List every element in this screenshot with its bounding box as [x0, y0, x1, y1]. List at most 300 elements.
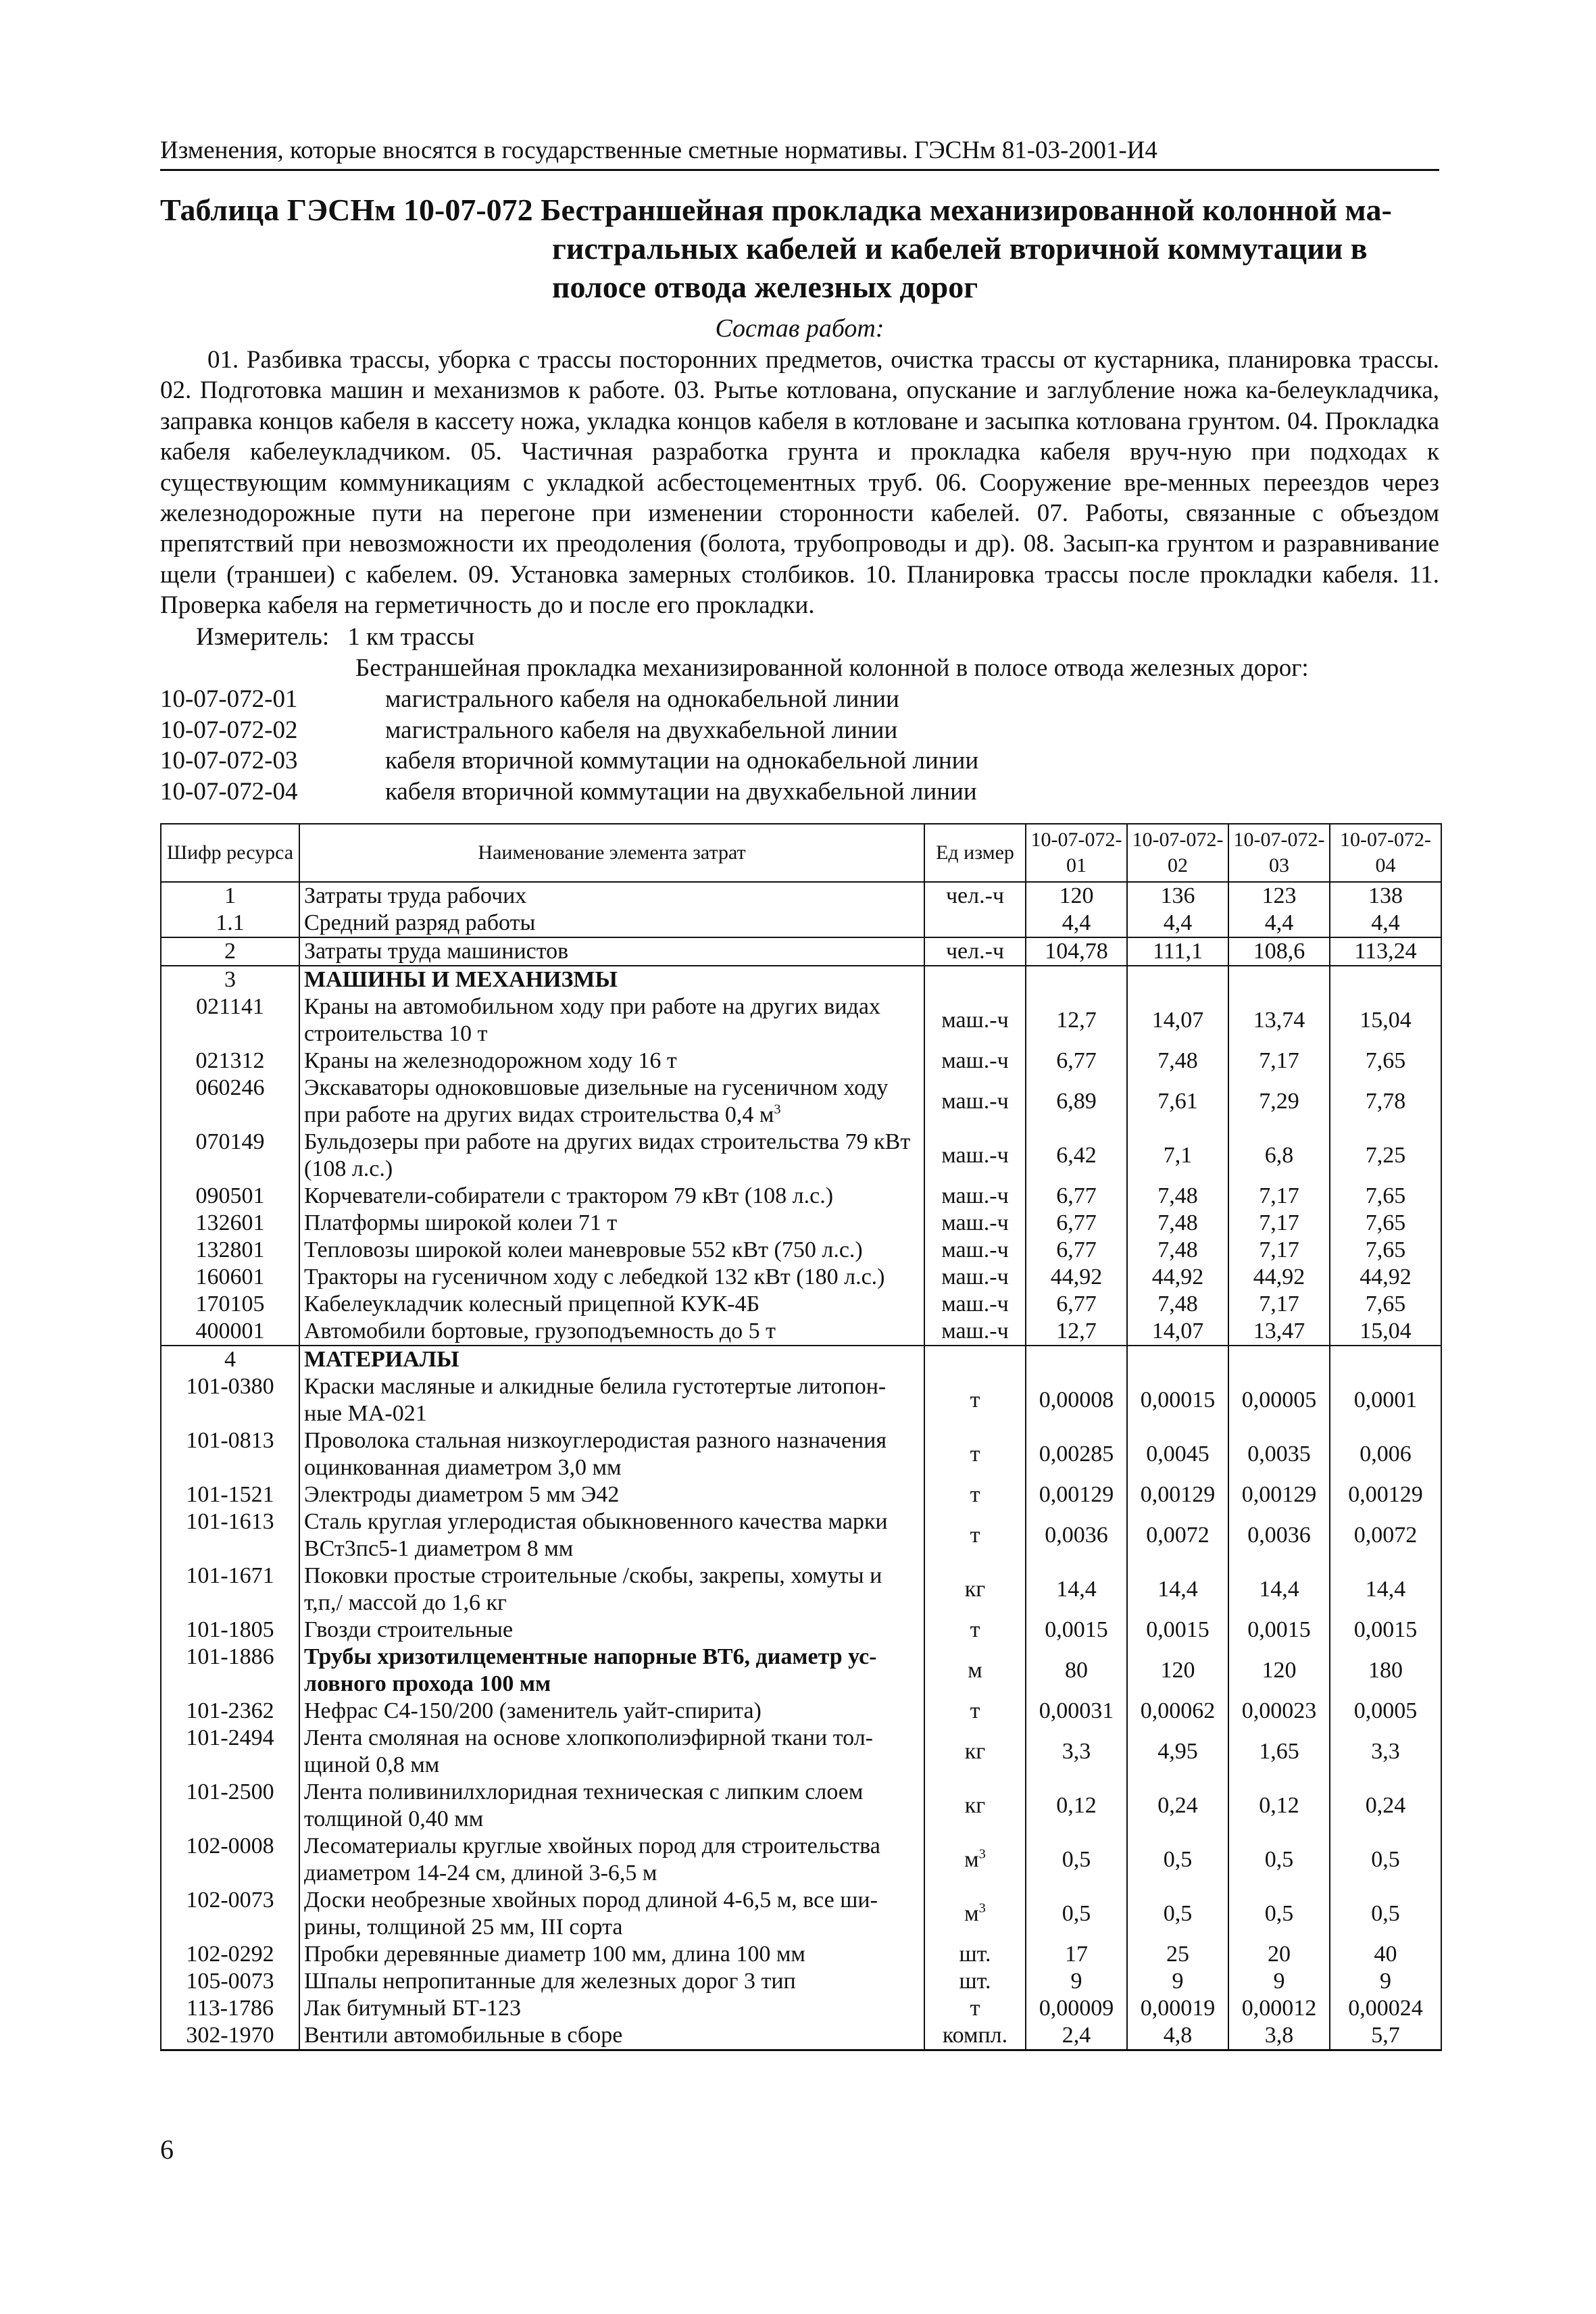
value-col-3: [1228, 966, 1330, 993]
table-row: [161, 1644, 1441, 1698]
resource-unit: [924, 1508, 1026, 1562]
resource-unit: [924, 1698, 1026, 1725]
value-col-1: 6,77: [1026, 1048, 1127, 1075]
value-col-3: 20: [1228, 1941, 1330, 1968]
value-col-3: 7,17: [1228, 1291, 1330, 1318]
value-col-3: 9: [1228, 1968, 1330, 1995]
resource-code: 101-0380: [161, 1373, 299, 1427]
code-row: [160, 745, 978, 777]
value-col-1: 6,77: [1026, 1183, 1127, 1210]
value-col-3: 3,8: [1228, 2022, 1330, 2050]
value-col-4: 44,92: [1330, 1264, 1441, 1291]
resource-name-text: Вентили автомобильные в сборе: [304, 2023, 623, 2048]
resource-code: 113-1786: [161, 1995, 299, 2022]
table-row: [161, 1508, 1441, 1562]
value-col-1: 0,00008: [1026, 1373, 1127, 1427]
resource-name: [299, 1644, 924, 1698]
value-col-1: 6,89: [1026, 1075, 1127, 1129]
resource-name-text: Нефрас С4-150/200 (заменитель уайт-спирита): [304, 1698, 762, 1723]
value-col-4: 138: [1330, 882, 1441, 910]
table-row: [161, 1833, 1441, 1887]
resource-unit: [924, 910, 1026, 937]
value-col-4: 0,24: [1330, 1779, 1441, 1833]
value-col-2: 14,07: [1127, 993, 1228, 1048]
value-col-2: 7,48: [1127, 1048, 1228, 1075]
running-header: Изменения, которые вносятся в государственные сметные нормативы. ГЭСНм 81-03-2001-И4: [160, 134, 1439, 171]
resource-unit: [924, 966, 1026, 993]
resource-name: [299, 910, 924, 937]
resource-code: 101-1671: [161, 1562, 299, 1617]
code-text: кабеля вторичной коммутации на однокабельной линии: [385, 747, 979, 775]
table-row: [161, 1995, 1441, 2022]
value-col-1: 120: [1026, 882, 1127, 910]
value-col-3: 0,00005: [1228, 1373, 1330, 1427]
resource-name-text: Лента смоляная на основе хлопкополиэфирной ткани тол-щиной 0,8 мм: [304, 1725, 873, 1777]
value-col-2: 14,07: [1127, 1318, 1228, 1346]
resource-name-text: Средний разряд работы: [304, 910, 536, 935]
table-row: [161, 1481, 1441, 1508]
title-line-1: Таблица ГЭСНм 10-07-072 Бестраншейная прокладка механизированной колонной ма-: [160, 193, 1392, 227]
table-row: [161, 1968, 1441, 1995]
value-col-4: 0,0001: [1330, 1373, 1441, 1427]
superscript: 3: [774, 1102, 781, 1117]
resource-name: [299, 1968, 924, 1995]
unit-text: м: [964, 1901, 979, 1926]
resource-name-text: Лесоматериалы круглые хвойных пород для строительства диаметром 14-24 см, длиной 3-6,5 м: [304, 1833, 880, 1886]
resource-name-text: Тепловозы широкой колеи маневровые 552 кВт (750 л.с.): [304, 1237, 863, 1262]
resource-unit: [924, 1346, 1026, 1373]
value-col-4: 0,0005: [1330, 1698, 1441, 1725]
table-row: [161, 1373, 1441, 1427]
resource-unit: [924, 882, 1026, 910]
value-col-4: 7,65: [1330, 1048, 1441, 1075]
resource-name-text: Доски необрезные хвойных пород длиной 4-6,5 м, все ши-рины, толщиной 25 мм, III сорта: [304, 1888, 878, 1940]
resource-name: [299, 1941, 924, 1968]
resource-name: [299, 1725, 924, 1779]
code-id: 10-07-072-02: [160, 716, 298, 744]
resource-name: [299, 966, 924, 993]
value-col-3: 13,74: [1228, 993, 1330, 1048]
value-col-1: 2,4: [1026, 2022, 1127, 2050]
resource-name-text: Корчеватели-собиратели с трактором 79 кВт (108 л.с.): [304, 1183, 834, 1208]
resource-name: [299, 1210, 924, 1237]
value-col-2: 0,00019: [1127, 1995, 1228, 2022]
unit-text: т: [970, 1387, 980, 1412]
table-title: [160, 191, 1439, 306]
value-col-4: [1330, 1346, 1441, 1373]
resource-unit: [924, 1318, 1026, 1346]
resource-name-text: Экскаваторы одноковшовые дизельные на гусеничном ходу при работе на других видах строительства 0,4 м: [304, 1075, 889, 1127]
value-col-3: 0,5: [1228, 1887, 1330, 1941]
resource-code: 101-1805: [161, 1617, 299, 1644]
table-row: [161, 882, 1441, 910]
value-col-3: 0,0015: [1228, 1617, 1330, 1644]
resource-code: 160601: [161, 1264, 299, 1291]
code-text: магистрального кабеля на однокабельной линии: [385, 685, 899, 713]
resource-code: 021141: [161, 993, 299, 1048]
table-row: [161, 1346, 1441, 1373]
resource-name: [299, 1427, 924, 1481]
value-col-2: 136: [1127, 882, 1228, 910]
table-row: [161, 2022, 1441, 2050]
value-col-3: 13,47: [1228, 1318, 1330, 1346]
value-col-4: 7,25: [1330, 1129, 1441, 1183]
value-col-3: 108,6: [1228, 937, 1330, 966]
unit-text: маш.-ч: [941, 1237, 1009, 1262]
resource-code: 1: [161, 882, 299, 910]
resource-unit: [924, 1644, 1026, 1698]
code-id: 10-07-072-04: [160, 777, 298, 806]
value-col-1: 3,3: [1026, 1725, 1127, 1779]
code-row: [160, 715, 978, 746]
value-col-1: 0,0015: [1026, 1617, 1127, 1644]
resource-name: [299, 937, 924, 966]
table-row: [161, 1210, 1441, 1237]
resource-unit: [924, 1264, 1026, 1291]
resource-unit: [924, 2022, 1026, 2050]
value-col-2: 4,95: [1127, 1725, 1228, 1779]
value-col-1: 6,42: [1026, 1129, 1127, 1183]
unit-text: т: [970, 1996, 980, 2021]
resource-name-text: Сталь круглая углеродистая обыкновенного качества марки ВСт3пс5-1 диаметром 8 мм: [304, 1509, 888, 1561]
resource-code: 101-1521: [161, 1481, 299, 1508]
resource-code: 170105: [161, 1291, 299, 1318]
resource-code: 090501: [161, 1183, 299, 1210]
resource-code: 101-2500: [161, 1779, 299, 1833]
resource-code: 105-0073: [161, 1968, 299, 1995]
resource-name: [299, 2022, 924, 2050]
unit-text: т: [970, 1482, 980, 1507]
value-col-2: 14,4: [1127, 1562, 1228, 1617]
value-col-2: [1127, 966, 1228, 993]
value-col-4: 9: [1330, 1968, 1441, 1995]
resource-unit: [924, 1210, 1026, 1237]
resource-name-text: Краны на железнодорожном ходу 16 т: [304, 1048, 677, 1073]
resource-code: 070149: [161, 1129, 299, 1183]
value-col-3: 123: [1228, 882, 1330, 910]
value-col-1: 0,00009: [1026, 1995, 1127, 2022]
header-code: Шифр ресурса: [161, 824, 299, 882]
code-text: магистрального кабеля на двухкабельной линии: [385, 716, 898, 744]
value-col-2: 0,0015: [1127, 1617, 1228, 1644]
resource-code: 302-1970: [161, 2022, 299, 2050]
value-col-3: [1228, 1346, 1330, 1373]
code-id: 10-07-072-01: [160, 685, 298, 713]
resource-unit: [924, 1048, 1026, 1075]
value-col-1: 0,00129: [1026, 1481, 1127, 1508]
measure-value: 1 км трассы: [347, 623, 475, 651]
resource-name-text: МАШИНЫ И МЕХАНИЗМЫ: [304, 967, 618, 992]
resource-name-text: МАТЕРИАЛЫ: [304, 1347, 459, 1372]
code-row: [160, 777, 978, 808]
value-col-3: 14,4: [1228, 1562, 1330, 1617]
resource-name-text: Лента поливинилхлоридная техническая с липким слоем толщиной 0,40 мм: [304, 1779, 864, 1831]
table-row: [161, 1887, 1441, 1941]
resource-code: 101-0813: [161, 1427, 299, 1481]
unit-text: шт.: [959, 1969, 991, 1994]
value-col-1: 0,12: [1026, 1779, 1127, 1833]
resource-unit: [924, 1427, 1026, 1481]
value-col-3: 7,29: [1228, 1075, 1330, 1129]
table-row: [161, 1698, 1441, 1725]
resource-name-text: Краны на автомобильном ходу при работе на других видах строительства 10 т: [304, 994, 880, 1046]
value-col-4: 0,5: [1330, 1833, 1441, 1887]
resource-code: 132801: [161, 1237, 299, 1264]
value-col-4: 3,3: [1330, 1725, 1441, 1779]
value-col-1: 12,7: [1026, 993, 1127, 1048]
value-col-2: [1127, 1346, 1228, 1373]
value-col-2: 25: [1127, 1941, 1228, 1968]
value-col-4: 7,65: [1330, 1291, 1441, 1318]
value-col-2: 120: [1127, 1644, 1228, 1698]
value-col-1: 6,77: [1026, 1210, 1127, 1237]
unit-text: маш.-ч: [941, 1264, 1009, 1289]
value-col-1: 0,00031: [1026, 1698, 1127, 1725]
table-row: [161, 937, 1441, 966]
table-row: [161, 1183, 1441, 1210]
unit-text: чел.-ч: [945, 939, 1005, 964]
value-col-2: 0,5: [1127, 1887, 1228, 1941]
resource-name: [299, 1129, 924, 1183]
value-col-2: 9: [1127, 1968, 1228, 1995]
resource-name-text: Гвозди строительные: [304, 1617, 514, 1642]
resource-code: 2: [161, 937, 299, 966]
value-col-3: 0,0036: [1228, 1508, 1330, 1562]
resource-code: 060246: [161, 1075, 299, 1129]
table-row: [161, 1562, 1441, 1617]
resource-name-text: Поковки простые строительные /скобы, закрепы, хомуты и т,п,/ массой до 1,6 кг: [304, 1563, 882, 1615]
value-col-2: 0,00015: [1127, 1373, 1228, 1427]
unit-text: чел.-ч: [945, 883, 1005, 908]
composition-label: Состав работ:: [715, 314, 884, 343]
table-row: [161, 1048, 1441, 1075]
code-row: [160, 684, 978, 715]
unit-text: кг: [964, 1793, 986, 1818]
value-col-1: 14,4: [1026, 1562, 1127, 1617]
resource-name: [299, 1617, 924, 1644]
resource-code: 132601: [161, 1210, 299, 1237]
value-col-3: 0,00012: [1228, 1995, 1330, 2022]
resource-name-text: Краски масляные и алкидные белила густотертые литопон-ные МА-021: [304, 1374, 887, 1426]
value-col-3: 7,17: [1228, 1048, 1330, 1075]
value-col-4: 7,65: [1330, 1210, 1441, 1237]
unit-text: т: [970, 1698, 980, 1723]
resource-code: 102-0008: [161, 1833, 299, 1887]
resource-name: [299, 1779, 924, 1833]
value-col-2: 4,4: [1127, 910, 1228, 937]
resource-name: [299, 1291, 924, 1318]
unit-text: т: [970, 1617, 980, 1642]
resource-name-text: Электроды диаметром 5 мм Э42: [304, 1482, 620, 1507]
resource-name: [299, 993, 924, 1048]
value-col-1: [1026, 966, 1127, 993]
value-col-3: 4,4: [1228, 910, 1330, 937]
composition-text: 01. Разбивка трассы, уборка с трассы посторонних предметов, очистка трассы от кустарника, планировка трассы. 02. Подготовка машин и механизмов к работе. 03. Рытье котлована, опускание и заглубление ножа ка-белеукладчика, заправка концов кабеля в кассету ножа, укладка концов кабеля в котловане и засыпка котлована грунтом. 04. Прокладка кабеля кабелеукладчиком. 05. Частичная разработка грунта и прокладка кабеля вруч-ную при подходах к существующим коммуникациям с укладкой асбестоцементных труб. 06. Сооружение вре-менных переездов через железнодорожные пути на перегоне при изменении сторонности кабелей. 07. Работы, связанные с объездом препятствий при невозможности их преодоления (болота, трубопроводы и др). 08. Засып-ка грунтом и разравнивание щели (траншеи) с кабелем. 09. Установка замерных столбиков. 10. Планировка трассы после прокладки кабеля. 11. Проверка кабеля на герметичность до и после его прокладки.: [160, 346, 1439, 620]
unit-text: м: [968, 1658, 982, 1683]
title-line-3: полосе отвода железных дорог: [552, 270, 978, 304]
unit-text: маш.-ч: [941, 1210, 1009, 1235]
table-row: [161, 1318, 1441, 1346]
value-col-4: 0,0015: [1330, 1617, 1441, 1644]
resource-unit: [924, 1183, 1026, 1210]
value-col-3: 6,8: [1228, 1129, 1330, 1183]
value-col-1: 9: [1026, 1968, 1127, 1995]
value-col-3: 7,17: [1228, 1183, 1330, 1210]
value-col-1: 0,5: [1026, 1887, 1127, 1941]
resource-unit: [924, 1291, 1026, 1318]
unit-text: т: [970, 1442, 980, 1467]
resource-code: 101-1613: [161, 1508, 299, 1562]
value-col-2: 0,0045: [1127, 1427, 1228, 1481]
value-col-4: 15,04: [1330, 993, 1441, 1048]
value-col-1: 80: [1026, 1644, 1127, 1698]
table-header-row: [161, 824, 1441, 882]
unit-text: кг: [964, 1739, 986, 1764]
code-id: 10-07-072-03: [160, 747, 298, 775]
value-col-4: 0,00129: [1330, 1481, 1441, 1508]
codes-heading: Бестраншейная прокладка механизированной колонной в полосе отвода железных дорог:: [355, 654, 1309, 682]
unit-text: маш.-ч: [941, 1089, 1009, 1114]
page-number: 6: [160, 2134, 174, 2165]
resource-unit: [924, 1237, 1026, 1264]
unit-text: маш.-ч: [941, 1143, 1009, 1168]
value-col-2: 7,48: [1127, 1291, 1228, 1318]
unit-text: кг: [964, 1577, 986, 1602]
value-col-4: 7,78: [1330, 1075, 1441, 1129]
resource-name: [299, 1698, 924, 1725]
value-col-1: 44,92: [1026, 1264, 1127, 1291]
resource-unit: [924, 1373, 1026, 1427]
title-line-2: гистральных кабелей и кабелей вторичной коммутации в: [552, 231, 1368, 266]
resource-unit: [924, 1617, 1026, 1644]
value-col-4: 5,7: [1330, 2022, 1441, 2050]
value-col-4: 15,04: [1330, 1318, 1441, 1346]
resource-name: [299, 1508, 924, 1562]
value-col-1: 104,78: [1026, 937, 1127, 966]
value-col-2: 111,1: [1127, 937, 1228, 966]
value-col-4: [1330, 966, 1441, 993]
value-col-2: 0,00129: [1127, 1481, 1228, 1508]
header-c1: 10-07-072-01: [1026, 824, 1127, 882]
value-col-2: 7,1: [1127, 1129, 1228, 1183]
value-col-3: 0,0035: [1228, 1427, 1330, 1481]
resource-unit: [924, 1941, 1026, 1968]
value-col-4: 14,4: [1330, 1562, 1441, 1617]
value-col-4: 7,65: [1330, 1237, 1441, 1264]
resource-unit: [924, 993, 1026, 1048]
unit-text: компл.: [942, 2023, 1008, 2048]
resource-name: [299, 1346, 924, 1373]
resource-name-text: Бульдозеры при работе на других видах строительства 79 кВт (108 л.с.): [304, 1129, 911, 1181]
resource-name-text: Проволока стальная низкоуглеродистая разного назначения оцинкованная диаметром 3,0 мм: [304, 1428, 887, 1480]
resource-name: [299, 1995, 924, 2022]
value-col-3: 0,00129: [1228, 1481, 1330, 1508]
resource-unit: [924, 1995, 1026, 2022]
resource-name: [299, 1318, 924, 1346]
value-col-2: 0,00062: [1127, 1698, 1228, 1725]
resource-unit: [924, 1562, 1026, 1617]
resource-code: 3: [161, 966, 299, 993]
resource-name-text: Тракторы на гусеничном ходу с лебедкой 132 кВт (180 л.с.): [304, 1264, 885, 1289]
resource-unit: [924, 1779, 1026, 1833]
value-col-2: 0,0072: [1127, 1508, 1228, 1562]
value-col-2: 7,48: [1127, 1237, 1228, 1264]
value-col-3: 1,65: [1228, 1725, 1330, 1779]
unit-text: шт.: [959, 1942, 991, 1967]
resource-code: 101-1886: [161, 1644, 299, 1698]
resource-name-text: Кабелеукладчик колесный прицепной КУК-4Б: [304, 1291, 760, 1316]
value-col-3: 7,17: [1228, 1237, 1330, 1264]
value-col-4: 40: [1330, 1941, 1441, 1968]
value-col-4: 180: [1330, 1644, 1441, 1698]
resource-code: 1.1: [161, 910, 299, 937]
resources-table: [160, 823, 1442, 2051]
value-col-3: 0,00023: [1228, 1698, 1330, 1725]
codes-list: [160, 684, 978, 807]
resource-code: 102-0292: [161, 1941, 299, 1968]
table-row: [161, 993, 1441, 1048]
resource-name-text: Автомобили бортовые, грузоподъемность до 5 т: [304, 1319, 776, 1344]
value-col-4: 0,5: [1330, 1887, 1441, 1941]
resource-name-text: Трубы хризотилцементные напорные ВТ6, диаметр ус-ловного прохода 100 мм: [304, 1644, 877, 1696]
table-row: [161, 1237, 1441, 1264]
header-c3: 10-07-072-03: [1228, 824, 1330, 882]
unit-text: маш.-ч: [941, 1319, 1009, 1344]
table-row: [161, 1725, 1441, 1779]
resource-name: [299, 1048, 924, 1075]
resource-name-text: Шпалы непропитанные для железных дорог 3 тип: [304, 1969, 796, 1994]
value-col-3: 7,17: [1228, 1210, 1330, 1237]
resource-name: [299, 1237, 924, 1264]
value-col-2: 7,61: [1127, 1075, 1228, 1129]
resource-name: [299, 1075, 924, 1129]
resource-unit: [924, 1833, 1026, 1887]
table-row: [161, 1941, 1441, 1968]
resource-name-text: Платформы широкой колеи 71 т: [304, 1210, 618, 1235]
resource-name: [299, 1264, 924, 1291]
unit-text: маш.-ч: [941, 1008, 1009, 1033]
table-row: [161, 1617, 1441, 1644]
code-text: кабеля вторичной коммутации на двухкабельной линии: [385, 777, 977, 806]
value-col-3: 120: [1228, 1644, 1330, 1698]
table-row: [161, 966, 1441, 993]
resource-unit: [924, 1129, 1026, 1183]
value-col-1: 17: [1026, 1941, 1127, 1968]
value-col-1: [1026, 1346, 1127, 1373]
unit-text: маш.-ч: [941, 1291, 1009, 1316]
value-col-3: 0,5: [1228, 1833, 1330, 1887]
resource-name: [299, 1887, 924, 1941]
value-col-1: 6,77: [1026, 1291, 1127, 1318]
value-col-4: 0,00024: [1330, 1995, 1441, 2022]
unit-superscript: 3: [978, 1900, 986, 1916]
resource-name: [299, 882, 924, 910]
table-row: [161, 1129, 1441, 1183]
value-col-1: 0,00285: [1026, 1427, 1127, 1481]
resource-code: 021312: [161, 1048, 299, 1075]
value-col-2: 0,5: [1127, 1833, 1228, 1887]
value-col-2: 44,92: [1127, 1264, 1228, 1291]
value-col-4: 0,006: [1330, 1427, 1441, 1481]
value-col-1: 6,77: [1026, 1237, 1127, 1264]
value-col-1: 0,0036: [1026, 1508, 1127, 1562]
value-col-2: 4,8: [1127, 2022, 1228, 2050]
header-c2: 10-07-072-02: [1127, 824, 1228, 882]
resource-code: 400001: [161, 1318, 299, 1346]
resource-name-text: Пробки деревянные диаметр 100 мм, длина 100 мм: [304, 1942, 805, 1967]
value-col-1: 4,4: [1026, 910, 1127, 937]
resource-name: [299, 1562, 924, 1617]
